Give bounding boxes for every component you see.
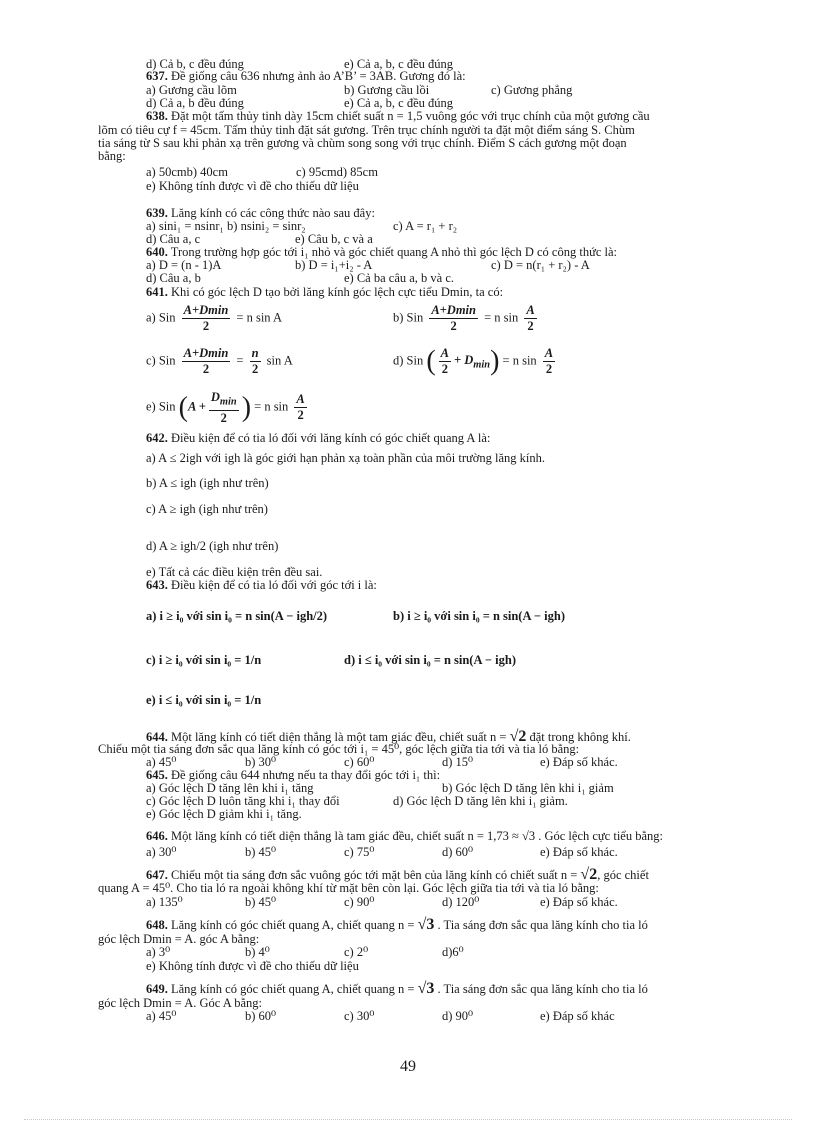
q644-option-b: b) 30⁰ [245,755,277,769]
sqrt2-symbol: √2 [509,728,527,745]
q647-option-e: e) Đáp số khác. [540,895,618,909]
q645-option-b: b) Góc lệch D tăng lên khi i₁ giảm [442,781,614,795]
q641-option-c: c) Sin $\frac{A+Dmin}{2}$ = $\frac{n}{2}$ sin A [146,346,293,376]
q646-option-b: b) 45⁰ [245,845,277,859]
q646-option-c: c) 75⁰ [344,845,375,859]
q648-option-c: c) 2⁰ [344,945,369,959]
q636-option-d: d) Cả b, c đều đúng [146,57,244,71]
sqrt2-symbol: √2 [580,866,598,883]
q638-stem-line1: 638. Đặt một tấm thủy tinh dày 15cm chiết suất n = 1,5 vuông góc với trục chính của một gương cầu [146,109,650,123]
q640-option-c: c) D = n(r₁ + r₂) - A [491,258,590,272]
q637-stem: 637. Đề giống câu 636 nhưng ảnh ảo A’B’ = 3AB. Gương đó là: [146,69,466,83]
q639-stem: 639. Lăng kính có các công thức nào sau đây: [146,206,375,220]
q640-option-b: b) D = i₁+i₂ - A [295,258,373,272]
page-number: 49 [400,1058,416,1075]
q649-option-d: d) 90⁰ [442,1009,474,1023]
q644-option-d: d) 15⁰ [442,755,474,769]
q644-option-e: e) Đáp số khác. [540,755,618,769]
q643-stem: 643. Điều kiện để có tia ló đối với góc tới i là: [146,578,377,592]
q638-stem-line2: lõm có tiêu cự f = 45cm. Tấm thủy tinh đặt sát gương. Trên trục chính người ta đặt một điểm sáng S. Chùm [98,123,635,137]
q642-stem: 642. Điều kiện để có tia ló đối với lăng kính có góc chiết quang A là: [146,431,491,445]
q638-option-cd: c) 95cmd) 85cm [296,165,378,179]
q642-option-a: a) A ≤ 2igh với igh là góc giới hạn phản xạ toàn phần của môi trường lăng kính. [146,451,546,465]
sqrt3-symbol: √3 [417,916,435,933]
q637-option-e: e) Cả a, b, c đều đúng [344,96,453,110]
q641-option-d: d) Sin ( $\frac{A}{2}$ + $D_{min}) = n$ sin $\frac{A}{2}$ [393,345,554,377]
q642-option-e: e) Tất cả các điều kiện trên đều sai. [146,565,323,579]
q645-option-d: d) Góc lệch D tăng lên khi i₁ giảm. [393,794,568,808]
q649-option-c: c) 30⁰ [344,1009,375,1023]
q642-option-c: c) A ≥ igh (igh như trên) [146,502,268,516]
q646-option-e: e) Đáp số khác. [540,845,618,859]
sqrt3-symbol: √3 [417,980,435,997]
q646-option-d: d) 60⁰ [442,845,474,859]
q639-option-c: c) A = r₁ + r₂ [393,219,458,233]
q636-option-e: e) Cả a, b, c đều đúng [344,57,453,71]
q647-option-d: d) 120⁰ [442,895,480,909]
q644-option-c: c) 60⁰ [344,755,375,769]
q642-option-d: d) A ≥ igh/2 (igh như trên) [146,539,279,553]
q649-stem-line1: 649. Lăng kính có góc chiết quang A, chiết quang n = √3 . Tia sáng đơn sắc qua lăng kính cho tia ló [146,980,648,997]
q645-option-a: a) Góc lệch D tăng lên khi i₁ tăng [146,781,314,795]
q643-option-a: a) i ≥ i₀ với sin i₀ = n sin(A − igh/2) [146,609,328,623]
q640-option-d: d) Câu a, b [146,271,201,285]
q644-stem-line1: 644. Một lăng kính có tiết diện thẳng là một tam giác đều, chiết suất n = √2 đặt trong không khí. [146,728,631,745]
q643-option-c: c) i ≥ i₀ với sin i₀ = 1/n [146,653,262,667]
q643-option-b: b) i ≥ i₀ với sin i₀ = n sin(A − igh) [393,609,566,623]
q649-stem-line2: góc lệch Dmin = A. Góc A bằng: [98,996,262,1010]
q647-stem-line2: quang A = 45⁰. Cho tia ló ra ngoài không khí từ mặt bên còn lại. Góc lệch giữa tia tới và tia ló bằng: [98,881,599,895]
q649-option-e: e) Đáp số khác [540,1009,615,1023]
q648-stem-line1: 648. Lăng kính có góc chiết quang A, chiết quang n = √3 . Tia sáng đơn sắc qua lăng kính cho tia ló [146,916,648,933]
q647-option-c: c) 90⁰ [344,895,375,909]
q648-option-d: d)6⁰ [442,945,464,959]
q637-option-a: a) Gương cầu lõm [146,83,237,97]
q649-option-b: b) 60⁰ [245,1009,277,1023]
q645-stem: 645. Đề giống câu 644 nhưng nếu ta thay đổi góc tới i₁ thì: [146,768,441,782]
q642-option-b: b) A ≤ igh (igh như trên) [146,476,269,490]
q638-stem-line3: tia sáng từ S sau khi phản xạ trên gương và chùm song song với trục chính. Điểm S cách gương một đoạn [98,136,627,150]
q647-option-b: b) 45⁰ [245,895,277,909]
q648-option-a: a) 3⁰ [146,945,171,959]
q641-stem: 641. Khi có góc lệch D tạo bởi lăng kính góc lệch cực tiểu Dmin, ta có: [146,285,504,299]
q643-option-e: e) i ≤ i₀ với sin i₀ = 1/n [146,693,262,707]
q649-option-a: a) 45⁰ [146,1009,177,1023]
q640-option-a: a) D = (n - 1)A [146,258,222,272]
q641-option-b: b) Sin $\frac{A+Dmin}{2}$ = n sin $\frac{A}{2}$ [393,303,535,333]
page-bottom-divider [24,1119,792,1120]
q638-option-ab: a) 50cmb) 40cm [146,165,228,179]
q639-option-ab: a) sini₁ = nsinr₁ b) nsini₂ = sinr₂ [146,219,306,233]
q638-stem-line4: bằng: [98,149,126,163]
q645-option-e: e) Góc lệch D giảm khi i₁ tăng. [146,807,302,821]
q646-option-a: a) 30⁰ [146,845,177,859]
q648-option-e: e) Không tính được vì đề cho thiếu dữ liệu [146,959,359,973]
q648-option-b: b) 4⁰ [245,945,270,959]
q638-option-e: e) Không tính được vì đề cho thiếu dữ liệu [146,179,359,193]
q637-option-c: c) Gương phẳng [491,83,573,97]
q640-stem: 640. Trong trường hợp góc tới i₁ nhỏ và góc chiết quang A nhỏ thì góc lệch D có công thức là: [146,245,618,259]
q639-option-d: d) Câu a, c [146,232,201,246]
q646-stem: 646. Một lăng kính có tiết diện thẳng là tam giác đều, chiết suất n = 1,73 ≈ √3 . Góc lệch cực tiểu bằng: [146,829,663,843]
q644-stem-line2: Chiếu một tia sáng đơn sắc qua lăng kính có góc tới i₁ = 45⁰, góc lệch giữa tia tới và tia ló bằng: [98,742,580,756]
q640-option-e: e) Cả ba câu a, b và c. [344,271,455,285]
q645-option-c: c) Góc lệch D luôn tăng khi i₁ thay đổi [146,794,340,808]
q641-option-e: e) Sin (A + $\frac{D_{min}}{2}$ ) = n sin $\frac{A}{2}$ [146,390,305,425]
q641-option-a: a) Sin $\frac{A+Dmin}{2}$ = n sin A [146,303,283,333]
q637-option-b: b) Gương cầu lồi [344,83,430,97]
q643-option-d: d) i ≤ i₀ với sin i₀ = n sin(A − igh) [344,653,517,667]
q647-stem-line1: 647. Chiếu một tia sáng đơn sắc vuông góc tới mặt bên của lăng kính có chiết suất n = √2, góc chiết [146,866,649,883]
q639-option-e: e) Câu b, c và a [295,232,373,246]
q637-option-d: d) Cả a, b đều đúng [146,96,244,110]
q644-option-a: a) 45⁰ [146,755,177,769]
q647-option-a: a) 135⁰ [146,895,183,909]
q648-stem-line2: góc lệch Dmin = A. góc A bằng: [98,932,260,946]
